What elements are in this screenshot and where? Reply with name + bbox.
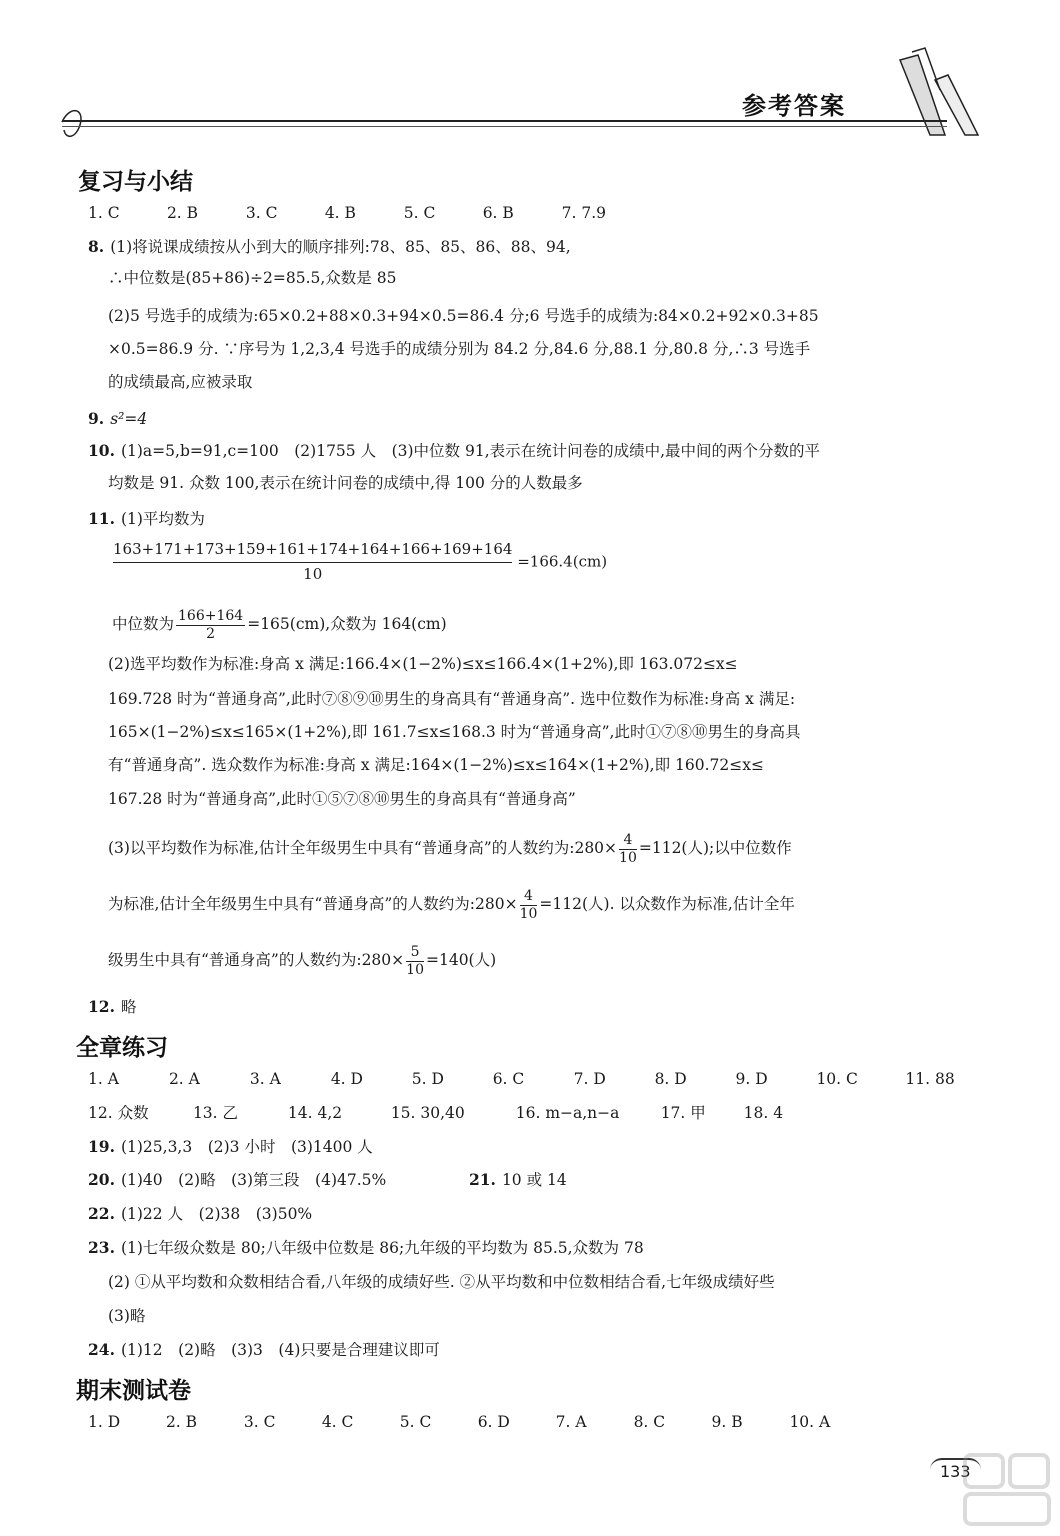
- answer-item: 11. 88: [905, 1070, 955, 1088]
- section-title-chapter: 全章练习: [76, 1035, 168, 1061]
- answer-item: 6. B: [482, 204, 514, 222]
- fraction-numerator: 166+164: [178, 607, 244, 624]
- fraction: [619, 832, 637, 867]
- fraction-result: =166.4(cm): [517, 552, 608, 571]
- q20-21-line: [88, 1169, 567, 1191]
- fraction-numerator: 4: [520, 888, 538, 906]
- answer-item: 8. C: [633, 1413, 666, 1431]
- q11-p2-line-2: 169.728 时为“普通身高”,此时⑦⑧⑨⑩男生的身高具有“普通身高”. 选中位数作为标准:身高 x 满足:: [108, 690, 796, 708]
- fraction-denominator: 10: [406, 961, 424, 978]
- q11-p2-line-1: (2)选平均数作为标准:身高 x 满足:166.4×(1−2%)≤x≤166.4×(1+2%),即 163.072≤x≤: [108, 655, 738, 673]
- answer-item: 6. D: [477, 1413, 510, 1431]
- answer-item: 17. 甲: [660, 1104, 706, 1122]
- q11-p3-line-1: [108, 826, 792, 870]
- answer-text: (1)12 (2)略 (3)3 (4)只要是合理建议即可: [120, 1341, 440, 1359]
- answer-text: 级男生中具有“普通身高”的人数约为:280×: [108, 951, 405, 969]
- q11-mean-fraction: [113, 538, 607, 585]
- q8-line-5: 的成绩最高,应被录取: [108, 373, 253, 391]
- q8-line-2: ∴中位数是(85+86)÷2=85.5,众数是 85: [108, 269, 397, 287]
- answer-item: 1. A: [88, 1070, 119, 1088]
- answer-item: 12. 众数: [88, 1104, 149, 1122]
- answer-text: (3)以平均数作为标准,估计全年级男生中具有“普通身高”的人数约为:280×: [108, 839, 618, 857]
- question-number: 24.: [88, 1340, 115, 1359]
- answer-item: 9. B: [711, 1413, 743, 1431]
- section-title-review: 复习与小结: [78, 169, 193, 195]
- q23-line-2: (2) ①从平均数和众数相结合看,八年级的成绩好些. ②从平均数和中位数相结合看,七年级成绩好些: [108, 1273, 775, 1291]
- answer-item: 18. 4: [743, 1104, 784, 1122]
- fraction-denominator: 10: [519, 905, 538, 922]
- answer-item: 3. C: [245, 204, 278, 222]
- decorative-ornament-icon: [0, 0, 1060, 150]
- q10-line-1: [88, 440, 820, 462]
- section-title-final: 期末测试卷: [76, 1378, 191, 1404]
- question-number: 22.: [88, 1204, 115, 1223]
- page-header: [0, 0, 1060, 150]
- question-number: 19.: [88, 1137, 115, 1156]
- answer-item: 1. C: [88, 204, 120, 222]
- header-rule-thin: [62, 126, 947, 127]
- answer-item: 4. D: [330, 1070, 363, 1088]
- answer-item: 7. 7.9: [561, 204, 606, 222]
- answer-item: 8. D: [654, 1070, 687, 1088]
- q23-line-1: [88, 1237, 644, 1259]
- answer-text: 略: [120, 998, 137, 1016]
- final-row-1: [88, 1411, 830, 1433]
- fraction-denominator: 10: [303, 565, 323, 583]
- answer-item: 3. A: [249, 1070, 281, 1088]
- q11-p2-line-3: 165×(1−2%)≤x≤165×(1+2%),即 161.7≤x≤168.3 时为“普通身高”,此时①⑦⑧⑩男生的身高具: [108, 723, 801, 741]
- question-number: 12.: [88, 997, 115, 1016]
- answer-item: 10. C: [816, 1070, 858, 1088]
- q10-line-2: 均数是 91. 众数 100,表示在统计问卷的成绩中,得 100 分的人数最多: [108, 474, 583, 492]
- question-number: 21.: [468, 1170, 496, 1189]
- chapter-row-2: [88, 1102, 783, 1124]
- fraction-numerator: 163+171+173+159+161+174+164+166+169+164: [113, 538, 512, 563]
- q11-p2-line-4: 有“普通身高”. 选众数作为标准:身高 x 满足:164×(1−2%)≤x≤164×(1+2%),即 160.72≤x≤: [108, 756, 764, 774]
- answer-item: 9. D: [735, 1070, 768, 1088]
- answer-text: 中位数为: [112, 615, 175, 633]
- answer-item: 7. D: [573, 1070, 606, 1088]
- question-number: 9.: [88, 409, 105, 428]
- answer-text: =112(人). 以众数作为标准,估计全年: [539, 895, 795, 913]
- q23-line-3: (3)略: [108, 1307, 146, 1325]
- answer-item: 7. A: [555, 1413, 587, 1431]
- q24-line: [88, 1339, 440, 1361]
- q8-line-1: [88, 236, 571, 258]
- answer-text: (1)25,3,3 (2)3 小时 (3)1400 人: [120, 1138, 373, 1156]
- median-fraction: [176, 608, 245, 643]
- answer-text: s²=4: [110, 410, 148, 428]
- q11-p2-line-5: 167.28 时为“普通身高”,此时①⑤⑦⑧⑩男生的身高具有“普通身高”: [108, 790, 576, 808]
- answer-item: 16. m−a,n−a: [515, 1104, 620, 1122]
- q19-line: [88, 1136, 373, 1158]
- watermark-logo-icon: [960, 1450, 1055, 1530]
- answer-text: =140(人): [425, 951, 497, 969]
- answer-text: (1)a=5,b=91,c=100 (2)1755 人 (3)中位数 91,表示在统计问卷的成绩中,最中间的两个分数的平: [120, 442, 821, 460]
- answer-text: 10 或 14: [501, 1171, 567, 1189]
- fraction-numerator: 4: [619, 832, 637, 850]
- question-number: 11.: [88, 509, 115, 528]
- question-number: 10.: [88, 441, 115, 460]
- answer-text: (1)40 (2)略 (3)第三段 (4)47.5%: [120, 1171, 387, 1189]
- q11-line-1: [88, 508, 205, 530]
- answer-text: (1)七年级众数是 80;八年级中位数是 86;九年级的平均数为 85.5,众数为 78: [120, 1239, 644, 1257]
- q9-line: [88, 408, 147, 430]
- answer-item: 14. 4,2: [287, 1104, 343, 1122]
- q8-line-4: ×0.5=86.9 分. ∵序号为 1,2,3,4 号选手的成绩分别为 84.2 分,84.6 分,88.1 分,80.8 分,∴3 号选手: [108, 340, 811, 358]
- fraction-denominator: 2: [206, 625, 216, 642]
- answer-item: 2. A: [168, 1070, 200, 1088]
- fraction: [520, 888, 538, 923]
- answer-item: 1. D: [88, 1413, 121, 1431]
- page-number: 133: [930, 1458, 981, 1481]
- fraction: [406, 944, 424, 979]
- header-title: 参考答案: [742, 92, 846, 120]
- answer-item: 4. B: [324, 204, 356, 222]
- question-number: 8.: [88, 237, 105, 256]
- answer-item: 5. C: [403, 204, 436, 222]
- answer-item: 13. 乙: [192, 1104, 239, 1122]
- answer-item: 15. 30,40: [390, 1104, 465, 1122]
- answer-item: 5. C: [399, 1413, 432, 1431]
- question-number: 23.: [88, 1238, 115, 1257]
- answer-item: 2. B: [165, 1413, 198, 1431]
- q11-median-line: [112, 602, 447, 646]
- question-number: 20.: [88, 1170, 115, 1189]
- answer-item: 2. B: [166, 204, 199, 222]
- review-row-1: [88, 202, 606, 224]
- answer-text: =112(人);以中位数作: [638, 839, 792, 857]
- q11-p3-line-3: [108, 938, 496, 982]
- answer-text: (1)22 人 (2)38 (3)50%: [120, 1205, 313, 1223]
- header-rule: [62, 120, 947, 122]
- answer-text: =165(cm),众数为 164(cm): [247, 615, 447, 633]
- answer-item: 10. A: [789, 1413, 831, 1431]
- fraction-numerator: 5: [406, 944, 424, 962]
- answer-item: 3. C: [243, 1413, 276, 1431]
- q12-line: [88, 996, 136, 1018]
- chapter-row-1: [88, 1068, 955, 1090]
- answer-item: 5. D: [411, 1070, 444, 1088]
- q8-line-3: (2)5 号选手的成绩为:65×0.2+88×0.3+94×0.5=86.4 分;6 号选手的成绩为:84×0.2+92×0.3+85: [108, 307, 819, 325]
- q11-p3-line-2: [108, 882, 795, 926]
- answer-item: 6. C: [492, 1070, 525, 1088]
- answer-text: 为标准,估计全年级男生中具有“普通身高”的人数约为:280×: [108, 895, 518, 913]
- q22-line: [88, 1203, 312, 1225]
- answer-text: (1)平均数为: [120, 510, 205, 528]
- answer-text: (1)将说课成绩按从小到大的顺序排列:78、85、85、86、88、94,: [110, 238, 571, 256]
- answer-item: 4. C: [321, 1413, 354, 1431]
- fraction-denominator: 10: [619, 849, 637, 866]
